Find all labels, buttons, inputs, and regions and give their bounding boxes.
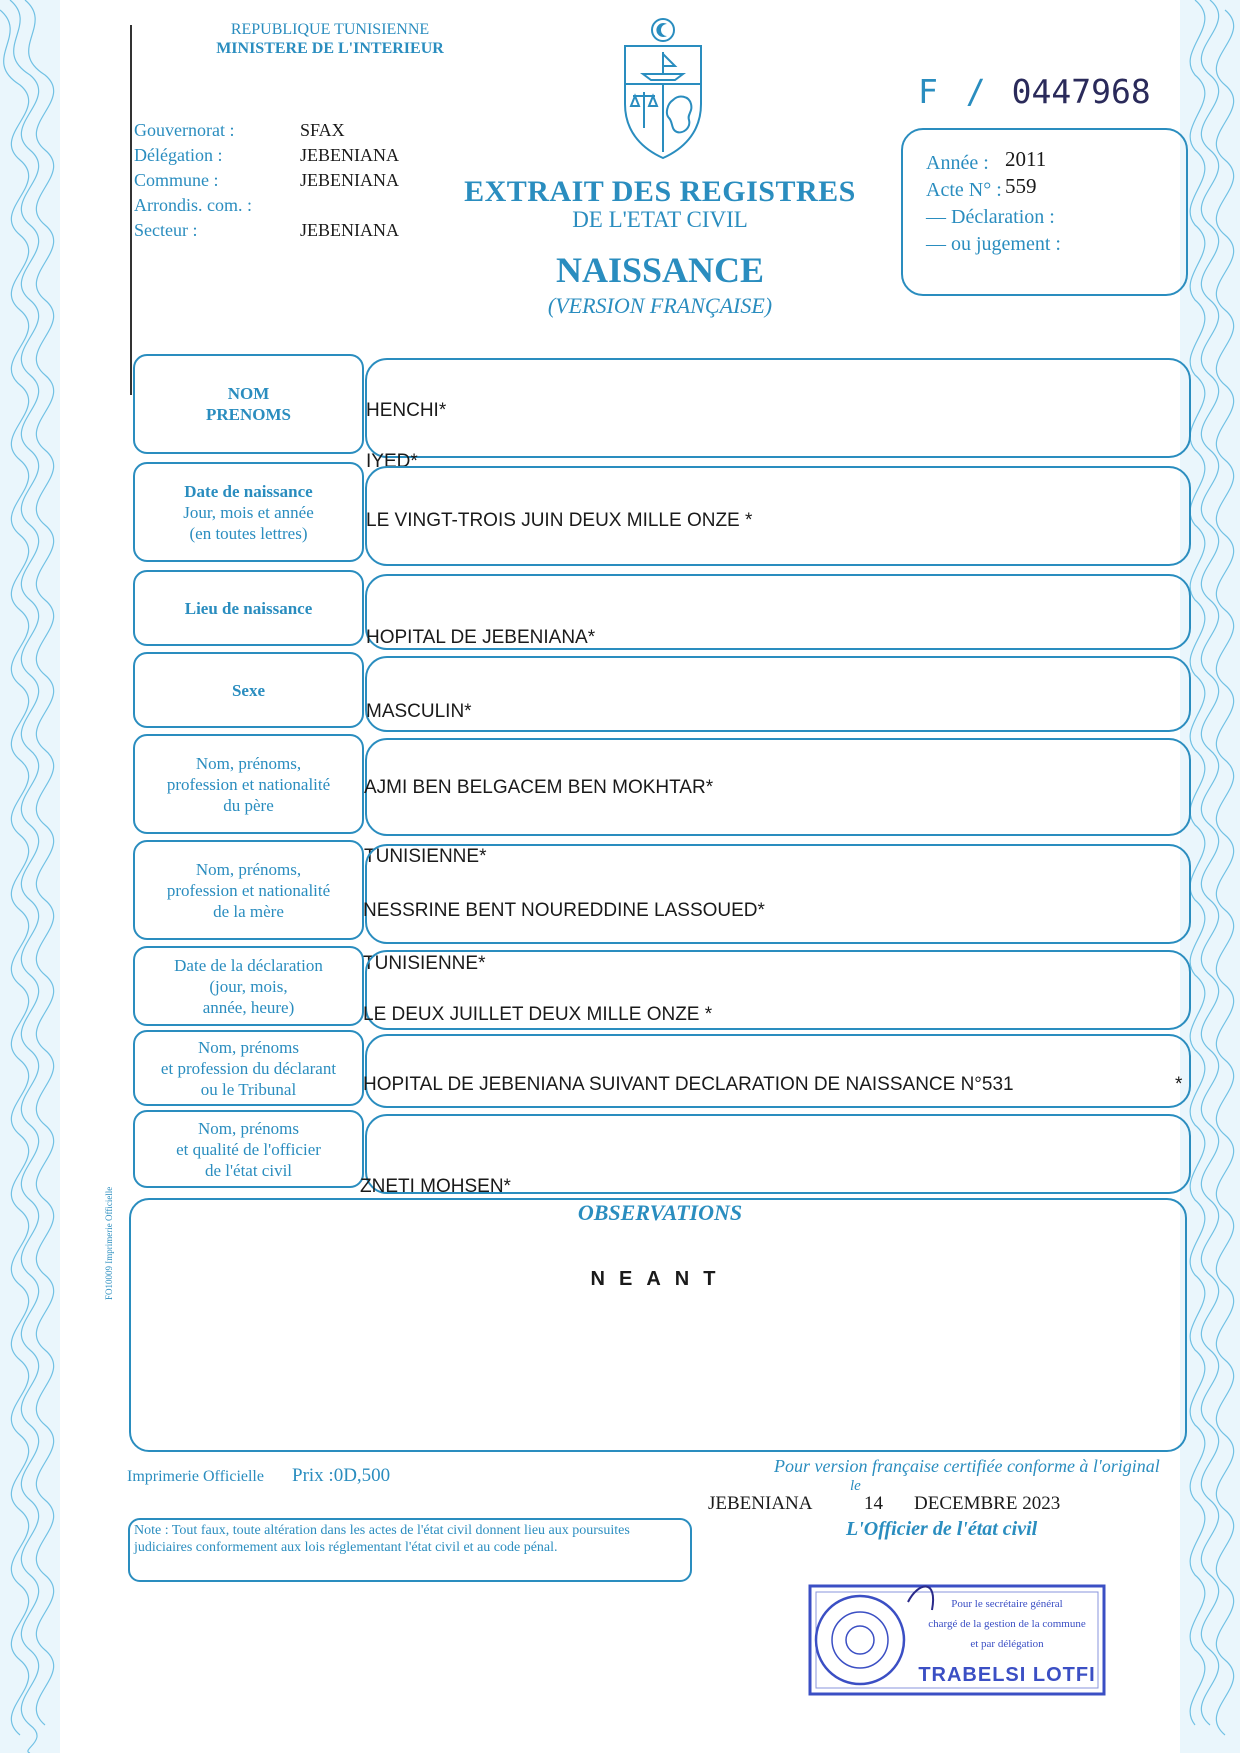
- pere-nationalite-value: TUNISIENNE*: [364, 846, 487, 867]
- decl-date-label-1: Date de la déclaration: [174, 955, 323, 975]
- title-line-1: EXTRAIT DES REGISTRES: [464, 175, 856, 208]
- issuing-authority: [200, 20, 460, 58]
- sexe-label: Sexe: [231, 680, 266, 700]
- ministry-label: MINISTERE DE L'INTERIEUR: [216, 40, 444, 57]
- imprimerie-label: Imprimerie Officielle: [127, 1468, 264, 1485]
- serial-number: 0447968: [1011, 72, 1151, 111]
- date-declaration-label-box: [133, 946, 364, 1026]
- document-title: [430, 175, 890, 319]
- prenoms-value: IYED*: [366, 451, 418, 472]
- officier-label-box: [133, 1110, 364, 1188]
- gouvernorat-value: SFAX: [300, 120, 345, 140]
- admin-labels: [134, 118, 252, 243]
- acte-label: Acte N° :: [926, 179, 1002, 201]
- date-declaration-value: LE DEUX JUILLET DEUX MILLE ONZE *: [363, 1004, 713, 1025]
- acte-value: 559: [1005, 174, 1037, 198]
- officer-title: L'Officier de l'état civil: [846, 1518, 1038, 1540]
- observations-box: [129, 1198, 1187, 1452]
- date-naissance-value: LE VINGT-TROIS JUIN DEUX MILLE ONZE *: [366, 510, 753, 531]
- declaration-label: — Déclaration :: [926, 206, 1055, 228]
- prenoms-label: PRENOMS: [206, 405, 291, 424]
- left-decorative-border: [0, 0, 60, 1753]
- sexe-value: MASCULIN*: [366, 701, 472, 722]
- certification-text: Pour version française certifiée conforme à l'original: [774, 1456, 1160, 1476]
- printer-reference: FO10009 Imprimerie Officielle: [104, 1186, 114, 1300]
- stamp-line-3: et par délégation: [970, 1638, 1044, 1650]
- nom-label: NOM: [227, 384, 270, 403]
- mere-value-box: [365, 844, 1191, 944]
- delegation-value: JEBENIANA: [300, 145, 399, 165]
- admin-values: [300, 118, 399, 243]
- jugement-label: — ou jugement :: [926, 233, 1061, 255]
- title-line-4: (VERSION FRANÇAISE): [547, 293, 773, 318]
- coat-of-arms-icon: [615, 12, 711, 164]
- declarant-star: *: [1175, 1074, 1183, 1095]
- mere-label-3: de la mère: [213, 901, 284, 921]
- observations-title: OBSERVATIONS: [577, 1200, 743, 1225]
- date-naissance-label: Date de naissance: [184, 481, 313, 501]
- pere-label-3: du père: [223, 795, 274, 815]
- title-line-3: NAISSANCE: [555, 250, 765, 290]
- secteur-value: JEBENIANA: [300, 220, 399, 240]
- legal-note-text: Note : Tout faux, toute altération dans les actes de l'état civil donnent lieu aux poursuites judiciaires conformement aux lois réglementant l'état civil et au code pénal.: [134, 1523, 630, 1555]
- margin-line: [130, 25, 132, 395]
- officier-label-1: Nom, prénoms: [197, 1118, 300, 1138]
- arrondissement-label: Arrondis. com. :: [134, 195, 252, 215]
- stamp-line-1: Pour le secrétaire général: [951, 1598, 1063, 1610]
- officier-label-2: et qualité de l'officier: [176, 1139, 321, 1159]
- prix-label: Prix :0D,500: [292, 1465, 391, 1486]
- date-naissance-label-box: [133, 462, 364, 562]
- mere-label-box: [133, 840, 364, 940]
- issue-day: 14: [864, 1493, 883, 1514]
- lieu-value: HOPITAL DE JEBENIANA*: [366, 627, 596, 648]
- declarant-label-box: [133, 1030, 364, 1106]
- observations-value: NEANT: [590, 1268, 730, 1290]
- pere-value: AJMI BEN BELGACEM BEN MOKHTAR*: [364, 777, 714, 798]
- stamp-name: TRABELSI LOTFI: [918, 1664, 1096, 1686]
- le-label: le: [850, 1478, 861, 1494]
- nom-prenoms-label-box: [133, 354, 364, 454]
- lieu-label: Lieu de naissance: [184, 598, 313, 618]
- mere-label-2: profession et nationalité: [166, 880, 331, 900]
- pere-label-1: Nom, prénoms,: [195, 753, 302, 773]
- stamp-line-2: chargé de la gestion de la commune: [928, 1618, 1086, 1630]
- annee-label: Année :: [926, 152, 989, 174]
- nom-prenoms-value-box: [365, 358, 1191, 458]
- serial-prefix: F /: [918, 72, 990, 111]
- gouvernorat-label: Gouvernorat :: [134, 120, 235, 140]
- document-serial-number: [918, 72, 1151, 111]
- declarant-label-2: et profession du déclarant: [160, 1058, 337, 1078]
- declarant-value: HOPITAL DE JEBENIANA SUIVANT DECLARATION DE NAISSANCE N°531: [363, 1074, 1014, 1095]
- mere-nationalite-value: TUNISIENNE*: [363, 953, 486, 974]
- pere-label-box: [133, 734, 364, 834]
- delegation-label: Délégation :: [134, 145, 223, 165]
- commune-label: Commune :: [134, 170, 219, 190]
- sexe-label-box: [133, 652, 364, 728]
- nom-value: HENCHI*: [366, 400, 447, 421]
- issue-month-year: DECEMBRE 2023: [914, 1493, 1061, 1514]
- commune-value: JEBENIANA: [300, 170, 399, 190]
- date-naissance-sub2: (en toutes lettres): [189, 523, 308, 543]
- annee-value: 2011: [1005, 147, 1047, 171]
- secteur-label: Secteur :: [134, 220, 198, 240]
- date-naissance-sub1: Jour, mois et année: [183, 502, 314, 522]
- title-line-2: DE L'ETAT CIVIL: [572, 207, 748, 232]
- declarant-label-1: Nom, prénoms: [197, 1037, 300, 1057]
- mere-label-1: Nom, prénoms,: [195, 859, 302, 879]
- officier-value: ZNETI MOHSEN*: [360, 1176, 511, 1197]
- officier-label-3: de l'état civil: [204, 1160, 293, 1180]
- declarant-value-box: [365, 1034, 1191, 1108]
- acte-values: [1005, 146, 1046, 200]
- official-stamp: [808, 1582, 1108, 1700]
- issue-place: JEBENIANA: [708, 1493, 813, 1514]
- republic-label: REPUBLIQUE TUNISIENNE: [230, 21, 430, 38]
- declarant-label-3: ou le Tribunal: [200, 1079, 297, 1099]
- pere-label-2: profession et nationalité: [166, 774, 331, 794]
- decl-date-label-2: (jour, mois,: [209, 976, 288, 996]
- decl-date-label-3: année, heure): [202, 997, 295, 1017]
- lieu-label-box: [133, 570, 364, 646]
- mere-value: NESSRINE BENT NOUREDDINE LASSOUED*: [363, 900, 765, 921]
- sexe-value-box: [365, 656, 1191, 732]
